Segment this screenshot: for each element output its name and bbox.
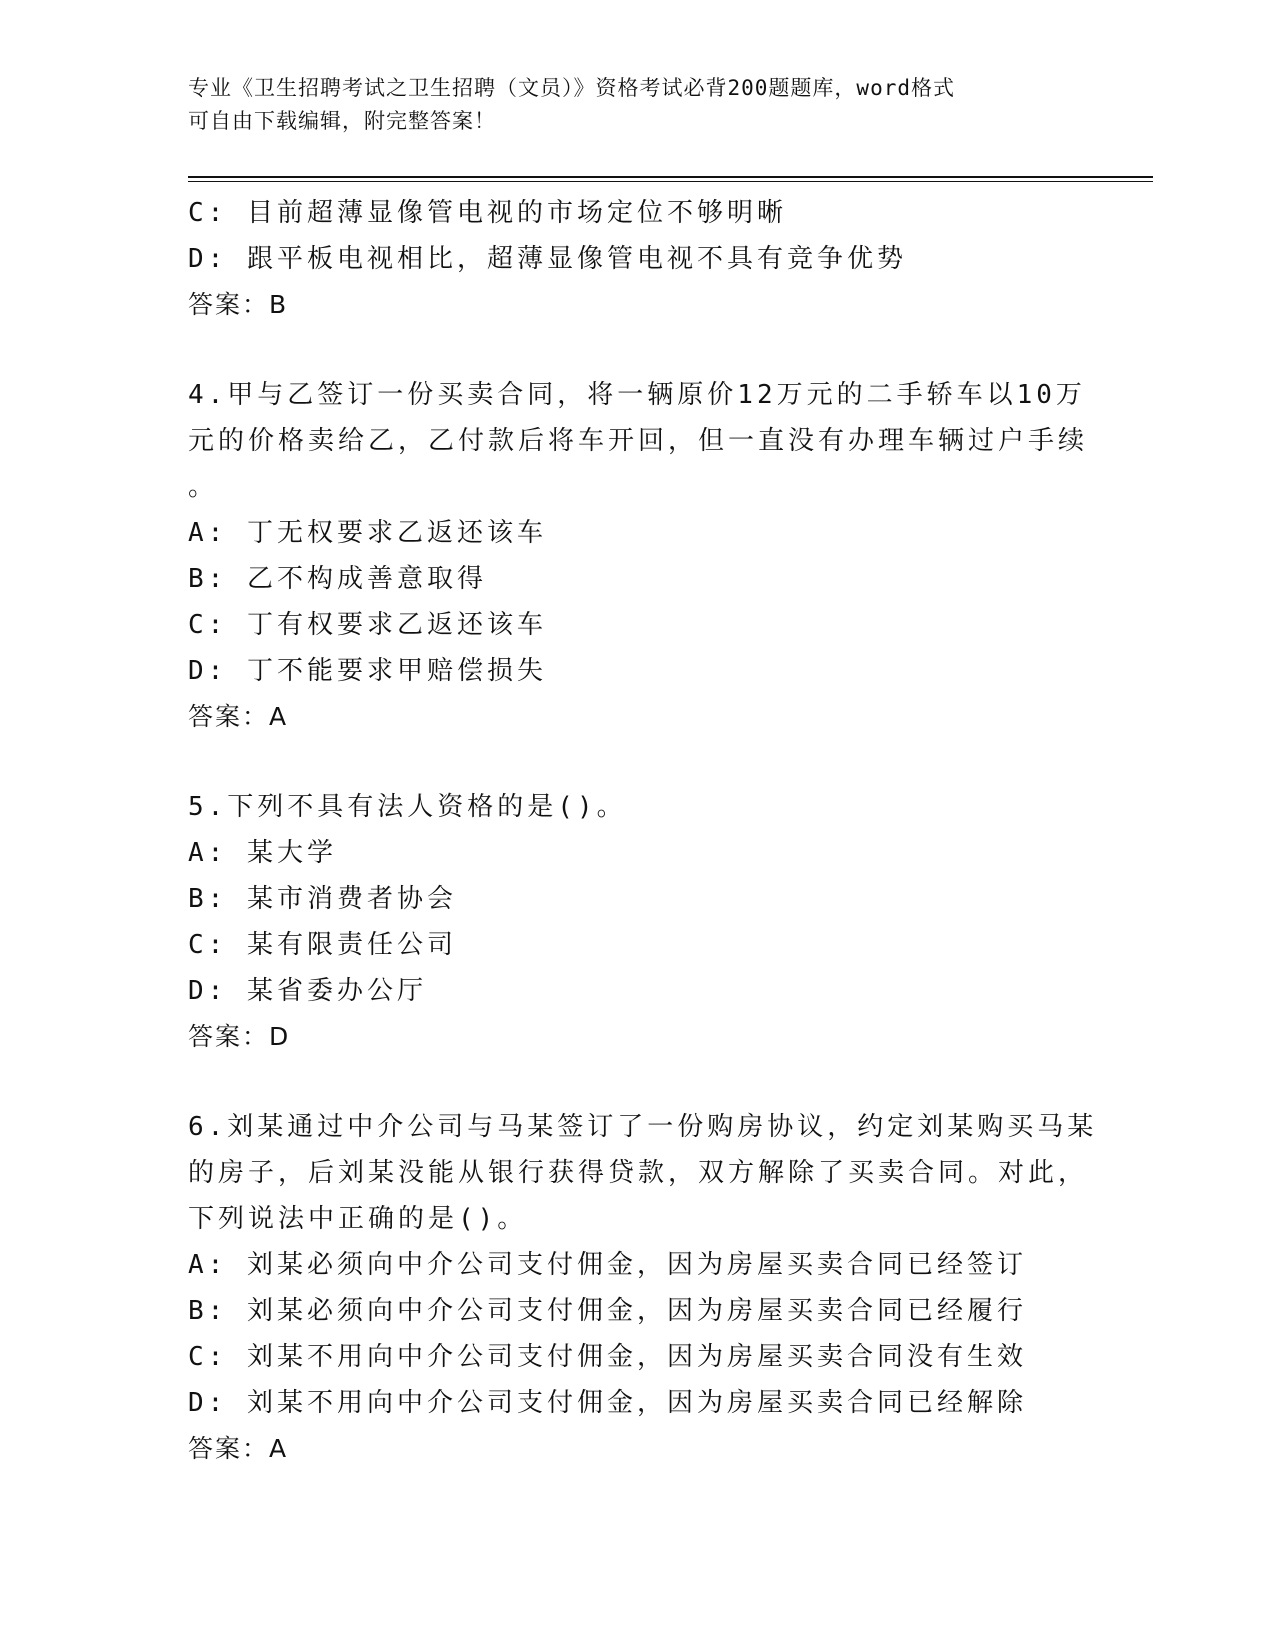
option-a: A: 刘某必须向中介公司支付佣金，因为房屋买卖合同已经签订: [188, 1250, 1027, 1280]
answer-label: 答案：D: [188, 1022, 291, 1051]
question-6: [188, 1104, 1098, 1472]
answer-label: 答案：A: [188, 1434, 289, 1463]
question-stem: 6.刘某通过中介公司与马某签订了一份购房协议，约定刘某购买马某: [188, 1112, 1098, 1142]
document-header: [188, 72, 1068, 138]
option-d: D: 某省委办公厅: [188, 976, 427, 1006]
question-stem: 4.甲与乙签订一份买卖合同，将一辆原价12万元的二手轿车以10万: [188, 380, 1086, 410]
answer-label: 答案：B: [188, 290, 289, 319]
spacer: [188, 1060, 1088, 1104]
question-stem-end: 。: [188, 472, 219, 502]
question-stem-end: 下列说法中正确的是()。: [188, 1204, 528, 1234]
option-b: B: 刘某必须向中介公司支付佣金，因为房屋买卖合同已经履行: [188, 1296, 1027, 1326]
option-b: B: 乙不构成善意取得: [188, 564, 487, 594]
option-a: A: 丁无权要求乙返还该车: [188, 518, 547, 548]
option-d: D: 刘某不用向中介公司支付佣金，因为房屋买卖合同已经解除: [188, 1388, 1027, 1418]
answer-label: 答案：A: [188, 702, 289, 731]
option-c: C: 某有限责任公司: [188, 930, 457, 960]
question-4: [188, 372, 1088, 740]
question-3-tail: [188, 190, 1088, 328]
question-stem-continued: 的房子，后刘某没能从银行获得贷款，双方解除了买卖合同。对此，: [188, 1158, 1089, 1188]
question-stem: 5.下列不具有法人资格的是()。: [188, 792, 627, 822]
question-list: [188, 190, 1098, 1472]
option-a: A: 某大学: [188, 838, 337, 868]
spacer: [188, 740, 1088, 784]
option-c: C: 刘某不用向中介公司支付佣金，因为房屋买卖合同没有生效: [188, 1342, 1027, 1372]
header-divider-thick: [188, 176, 1153, 178]
option-c: C: 丁有权要求乙返还该车: [188, 610, 547, 640]
option-d: D: 丁不能要求甲赔偿损失: [188, 656, 547, 686]
option-b: B: 某市消费者协会: [188, 884, 457, 914]
spacer: [188, 328, 1088, 372]
header-title-line-2: 可自由下载编辑，附完整答案！: [188, 109, 496, 133]
option-c: C: 目前超薄显像管电视的市场定位不够明晰: [188, 198, 787, 228]
header-divider-thin: [188, 181, 1153, 182]
header-title-line-1: 专业《卫生招聘考试之卫生招聘（文员）》资格考试必背200题题库，word格式: [188, 76, 955, 100]
question-5: [188, 784, 1088, 1060]
option-d: D: 跟平板电视相比，超薄显像管电视不具有竞争优势: [188, 244, 907, 274]
question-stem-continued: 元的价格卖给乙，乙付款后将车开回，但一直没有办理车辆过户手续: [188, 426, 1089, 456]
